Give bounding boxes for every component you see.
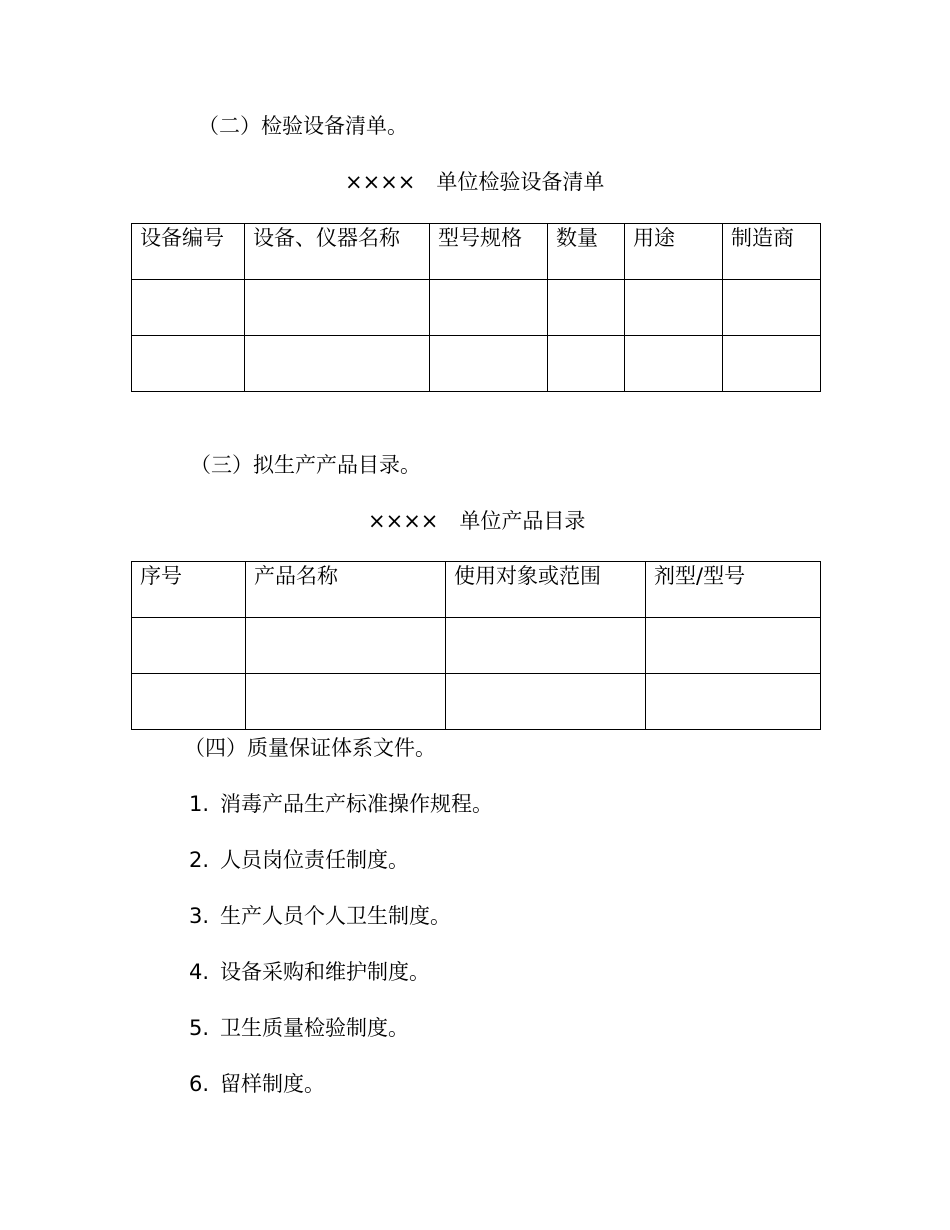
list-item-text: 卫生质量检验制度。: [220, 1016, 409, 1040]
list-item-text: 设备采购和维护制度。: [220, 960, 430, 984]
table-cell: [723, 336, 821, 392]
table-cell: [132, 674, 246, 730]
product-table: [131, 561, 821, 730]
header-cell: 序号: [132, 562, 246, 618]
table-header-row: [132, 224, 821, 280]
list-item-number: 6.: [189, 1072, 210, 1096]
table-cell: [430, 336, 548, 392]
table-cell: [446, 618, 646, 674]
table-cell: [723, 280, 821, 336]
header-cell: 型号规格: [430, 224, 548, 280]
table-cell: [246, 618, 446, 674]
header-cell: 用途: [625, 224, 723, 280]
list-item: [189, 900, 451, 930]
list-item-text: 留样制度。: [220, 1072, 325, 1096]
header-cell: 设备、仪器名称: [245, 224, 430, 280]
table-row: [132, 280, 821, 336]
section-2-heading: （二）检验设备清单。: [198, 114, 408, 138]
list-item-number: 5.: [189, 1016, 210, 1040]
table-cell: [625, 336, 723, 392]
list-item-text: 人员岗位责任制度。: [220, 848, 409, 872]
equipment-table: [131, 223, 821, 392]
table-cell: [646, 674, 821, 730]
equipment-table-title: ×××× 单位检验设备清单: [345, 170, 605, 194]
header-cell: 数量: [548, 224, 625, 280]
table-row: [132, 618, 821, 674]
table-cell: [430, 280, 548, 336]
table-cell: [548, 336, 625, 392]
header-cell: 剂型/型号: [646, 562, 821, 618]
table-cell: [245, 280, 430, 336]
table-row: [132, 674, 821, 730]
product-table-title: ×××× 单位产品目录: [368, 509, 586, 533]
list-item: [189, 956, 430, 986]
list-item: [189, 1068, 325, 1098]
list-item-number: 4.: [189, 960, 210, 984]
section-3-heading: （三）拟生产产品目录。: [190, 453, 421, 477]
table-cell: [245, 336, 430, 392]
table-cell: [446, 674, 646, 730]
table-cell: [132, 336, 245, 392]
table-cell: [132, 280, 245, 336]
list-item: [189, 844, 409, 874]
table-cell: [246, 674, 446, 730]
list-item-number: 2.: [189, 848, 210, 872]
list-item-number: 3.: [189, 904, 210, 928]
header-cell: 产品名称: [246, 562, 446, 618]
list-item: [189, 1012, 409, 1042]
list-item-text: 消毒产品生产标准操作规程。: [220, 792, 493, 816]
list-item-number: 1.: [189, 792, 210, 816]
table-cell: [548, 280, 625, 336]
header-cell: 使用对象或范围: [446, 562, 646, 618]
table-row: [132, 336, 821, 392]
table-header-row: [132, 562, 821, 618]
list-item: [189, 788, 493, 818]
table-cell: [132, 618, 246, 674]
section-4-heading: （四）质量保证体系文件。: [184, 736, 436, 760]
table-cell: [646, 618, 821, 674]
table-cell: [625, 280, 723, 336]
header-cell: 制造商: [723, 224, 821, 280]
list-item-text: 生产人员个人卫生制度。: [220, 904, 451, 928]
header-cell: 设备编号: [132, 224, 245, 280]
